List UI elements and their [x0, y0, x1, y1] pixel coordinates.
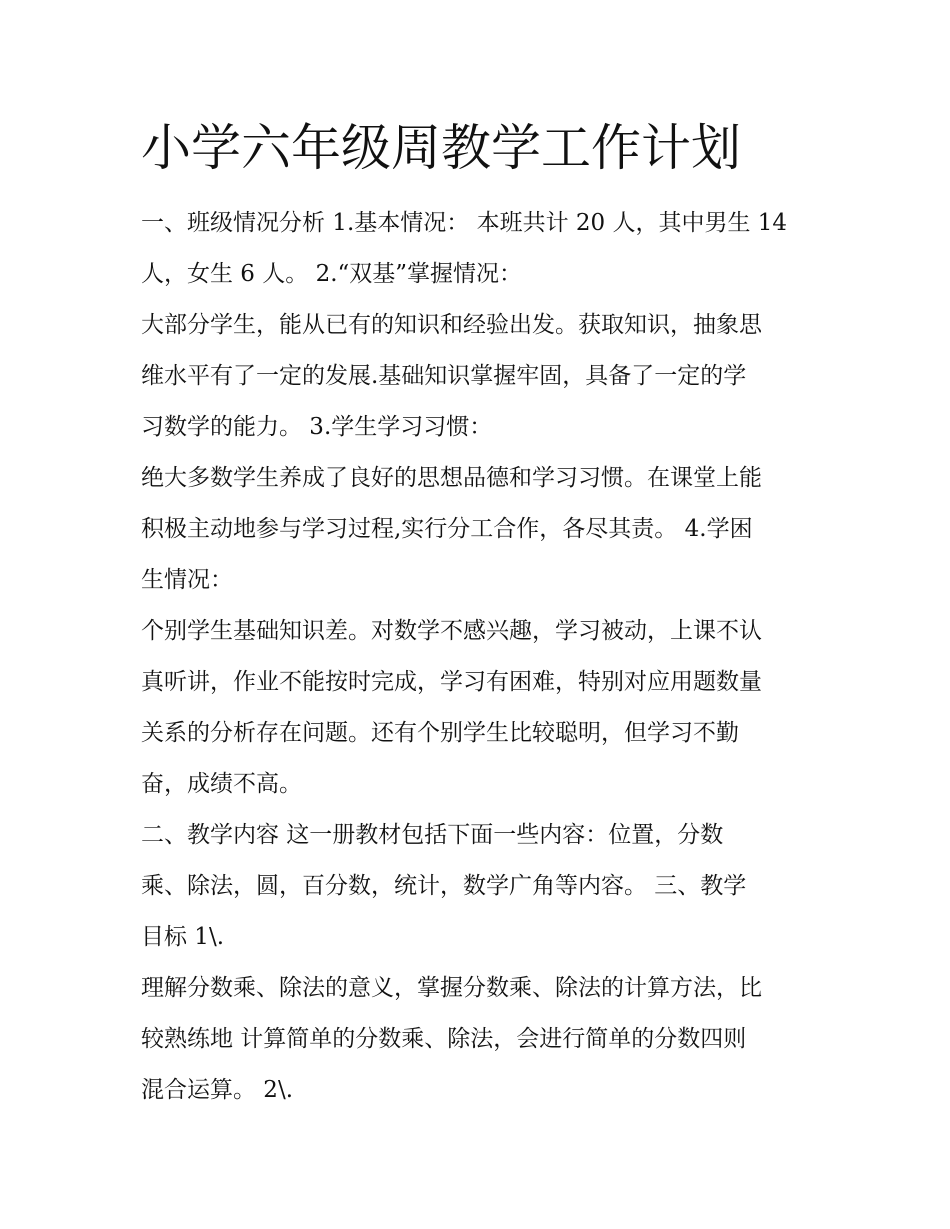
body-line: 积极主动地参与学习过程,实行分工合作，各尽其责。 4.学困: [141, 516, 753, 542]
document-body: [141, 198, 821, 1116]
document-title: 小学六年级周教学工作计划: [141, 119, 741, 177]
body-line: 一、班级情况分析 1.基本情况： 本班共计 20 人，其中男生 14: [141, 210, 788, 236]
body-line: 生情况：: [141, 567, 233, 593]
body-line: 习数学的能力。 3.学生学习习惯：: [141, 414, 493, 440]
body-line: 个别学生基础知识差。对数学不感兴趣，学习被动，上课不认: [141, 618, 762, 644]
body-line: 大部分学生，能从已有的知识和经验出发。获取知识，抽象思: [141, 312, 762, 338]
body-line: 奋，成绩不高。: [141, 771, 302, 797]
body-line: 理解分数乘、除法的意义，掌握分数乘、除法的计算方法，比: [141, 975, 762, 1001]
body-line: 真听讲，作业不能按时完成，学习有困难，特别对应用题数量: [141, 669, 762, 695]
body-line: 绝大多数学生养成了良好的思想品德和学习习惯。在课堂上能: [141, 465, 762, 491]
body-line: 目标 1\.: [141, 924, 225, 950]
body-line: 混合运算。 2\.: [141, 1077, 294, 1103]
body-line: 人，女生 6 人。 2.“双基”掌握情况：: [141, 261, 523, 287]
body-line: 二、教学内容 这一册教材包括下面一些内容：位置，分数: [141, 822, 724, 848]
body-line: 较熟练地 计算简单的分数乘、除法，会进行简单的分数四则: [141, 1026, 747, 1052]
body-line: 乘、除法，圆，百分数，统计，数学广角等内容。 三、教学: [141, 873, 747, 899]
body-line: 维水平有了一定的发展.基础知识掌握牢固，具备了一定的学: [141, 363, 747, 389]
body-line: 关系的分析存在问题。还有个别学生比较聪明，但学习不勤: [141, 720, 739, 746]
